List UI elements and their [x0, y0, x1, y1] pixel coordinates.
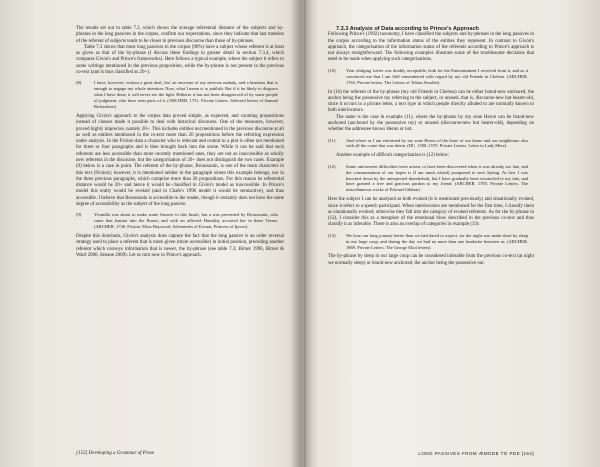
left-paragraph-3: Applying Givón's approach to the corpus data proved simple, as expected, and counting propositions instead of clauses made it possible to deal with historical discourse. One of the measures, however, proved highly imprecise, namely 20+. This includes entities not mentioned in the previous discourse at all as well as entities mentioned in the co-text more than 20 propositions before the referring expression under analysis. In the Fiction data a character who is relevant and central to a plot is often not mentioned for three or four paragraphs and is then brought back into the scene. While it can be said that such referents are less accessible than more recently mentioned ones, they are not as inaccessible as wholly new referents in the discourse, but the categorisation of 20+ does not distinguish the two cases. Example (9) below is a case in point. The referent of the by-phrase, Broussonin, is one of the main characters in this text (Fiction); however, it is mentioned neither in the paragraph where this example belongs, nor in the three previous paragraphs, which comprise more than 20 propositions. For this reason its referential distance would be 20+ and hence it would be classified in Givón's model as inaccessible. In Prince's model this entity would be evoked (and in Chafe's 1996 model it would be semiactive), and thus accessible. I believe that Broussonin is accessible to the reader, though it certainly does not have the same degree of accessibility as the subject of the long passive. [76, 113, 284, 208]
example-9-text: Ytomilla was about to make some Answer to this Insult, but a was prevented by Broussonin, who came that Instant into the Room, and with an affected Humility accosted her in these Terms: (ARCHER. 1736. Fiction. Eliza Haywood, Adventures of Eovaai, Princess of Ijaveo) [94, 212, 278, 230]
right-paragraph-2: In (10) the referent of the by-phrase (my old Friends in Chelsea) can be either brand-new anchored, the anchor being the possessive my referring to the subject, or unused, that is, discourse-new but hearer-old, since it occurs in a private letter, a text type in which people directly alluded to are normally known to both interlocutors. [328, 89, 534, 114]
example-8-text: I have, however, written a great deal, tho' an encrease of my nervous malady, and a business that is enough to engage my whole attention: Now, what I mean is to publish. But if it be likely to disgrace what I have done, it will never see the light. Hitherto it has not been disapproved of by some people of judgment, who have seen parts of it. (ARCHER. 1751. Private Letters. Selected letters of Samuel Richardson) [94, 80, 278, 109]
example-9-number: (9) [76, 212, 82, 218]
left-paragraph-1: The results set out in table 7.2, which shows the average referential distance of the subjects and by-phrases in the long passives in the corpus, confirm our expectations, since they indicate that last mention of the referent of subjects tends to be closer in previous discourse than those of by-phrases. [76, 26, 284, 44]
example-10-text: Your obliging Letter was doubly acceptable, both for the Entertainment I received from it, and as it convinced me that I am Still remembered with regard by my old Friends in Chelsea. (ARCHER. 1763. Private letters. The Letters of Tobias Smollet) [346, 67, 528, 85]
right-paragraph-3: The same is the case in example (11), where the by-phrase by my sone Heron can be brand-new anchored (anchored by the possessive my) or unused (discourse-new but hearer-old), depending on whether the addressee knows Heron or not. [328, 114, 534, 133]
right-page [318, 0, 540, 467]
example-11-number: (11) [328, 137, 336, 143]
right-paragraph-4: Another example of difficult categorization is (12) below: [336, 153, 450, 159]
example-8-number: (8) [76, 80, 82, 86]
right-paragraph-6: The by-phrase by sleep in our large coup can be considered inferable from the previous co-text (at night we normally sleep) or brand-new anchored, the anchor being the possessive our. [328, 254, 534, 266]
example-12 [328, 164, 534, 194]
gutter-shadow [292, 0, 318, 467]
left-paragraph-2: Table 7.3 shows that most long passives in the corpus (90%) have a subject whose referent is at least as given as that of the by-phrase (I discuss these findings in greater detail in section 7.3.4, which compares Givón's and Prince's frameworks). Here follows a typical example, where the subject it refers to some writings mentioned in the previous proposition, while the by-phrase is not present in the previous co-text (and is thus classified as 20+). [76, 44, 284, 76]
example-12-text: Some unforeseen difficulties have arisen, or have been discovered when it was already too late, and the consummation of our hopes is (I am much afraid) postponed to next Spring. At first I was knocked down by the unexpected thunderbolt, but I have gradually been reconciled to my fate, and have granted a free and gracious pardon to my friend. (ARCHER. 1783. Private Letters. The miscellaneous works of Edward Gibbon) [346, 163, 528, 193]
left-page [70, 0, 292, 467]
section-heading: 7.3.3 Analysis of Data according to Prince's Approach [336, 26, 479, 32]
example-11-text: And where as I am enformed by my sone Heron of the lease of our barne and our neighbours also with all the corne that was therin. (HC. 1500–1570. Private Letters. Letter to Lady Mere) [346, 137, 528, 149]
example-9 [76, 212, 284, 230]
example-13-number: (13) [328, 232, 336, 238]
example-8 [76, 80, 284, 110]
right-paragraph-1: Following Prince's (1992) taxonomy, I have classified the subjects and by-phrases in the long passives in the corpus according to the information status of the entities they represent. In contrast to Givón's approach, the categorisation of the information status of the referents according to Prince's approach is not always straightforward. The following examples illustrate some of the troublesome decisions that need to be made when applying such categorisations. [328, 32, 534, 63]
example-10-number: (10) [328, 67, 336, 73]
left-paragraph-4: Despite this drawback, Givón's analysis does capture the fact that the long passive is an order reversal strategy used to place a referent that is more given (more accessible) in initial position, preceding another referent which conveys information that is newer, the by-phrase (see table 7.3; Birner 1996, Birner & Ward 2006, Seoane 2009). Let us turn now to Prince's approach. [76, 234, 284, 258]
example-13-text: We bore our long journey better than we had dared to expect, for the night was made short by sleep in our large coup, and during the day we had no more than one headache between us. (ARCHER. 1869. Private Letters. The George Eliot letters) [346, 232, 528, 250]
example-12-number: (12) [328, 163, 336, 169]
example-11 [328, 138, 534, 150]
example-10 [328, 68, 534, 86]
example-13 [328, 233, 534, 251]
left-page-folio: [152] Developing a Grammar of Prose [76, 450, 155, 456]
right-page-folio: LONG PASSIVES FROM ÆMODE TO PDE [153] [418, 450, 534, 456]
right-paragraph-5: Here the subject I can be analysed as both evoked (it is mentioned previously) and situationally evoked, since it refers to a speech participant. When interlocutors are mentioned for the first time, I classify them as situationally evoked; otherwise they fall into the category of evoked referents. As for the by-phrase in (12), I consider this as a metaphor of the emotional blow described in the previous co-text and thus classify it as inferable. There is also an overlap of categories in example (13): [328, 197, 534, 228]
